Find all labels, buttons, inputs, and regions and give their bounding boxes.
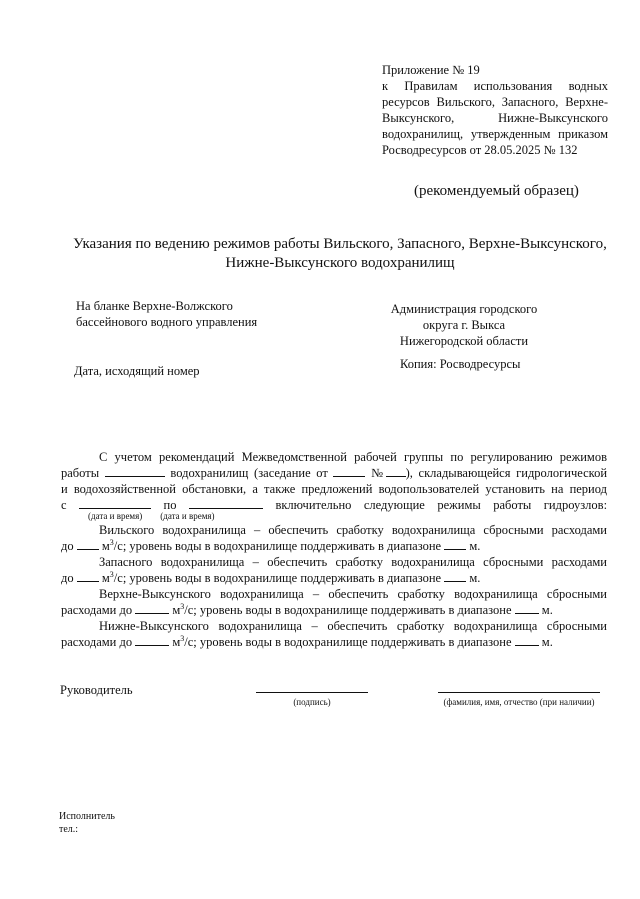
addressee-line: Администрация городского (390, 302, 538, 316)
appendix-line: Выксунского, Нижне-Выксунского (382, 111, 608, 125)
body-line: Запасного водохранилища – обеспечить сработку водохранилища сбросными расходами (99, 555, 607, 569)
executor-phone: тел.: (59, 824, 79, 835)
body-line: и водохозяйственной обстановки, а также предложений водопользователей установить на период (61, 482, 607, 496)
blank-reservoir[interactable] (105, 466, 165, 477)
body-line: расходами до $м^3/с$; уровень воды в водохранилище поддерживать в диапазоне м. (61, 601, 553, 617)
signature-caption: (подпись) (293, 697, 331, 707)
letterhead-line: бассейнового водного управления (76, 315, 258, 329)
body-line: Верхне-Выксунского водохранилища – обеспечить сработку водохранилища сбросными (99, 587, 607, 601)
blank-zap-discharge[interactable] (77, 571, 99, 582)
blank-vv-discharge[interactable] (135, 603, 169, 614)
blank-meeting-date[interactable] (333, 466, 365, 477)
body-line: до $м^3/с$; уровень воды в водохранилище поддерживать в диапазоне м. (61, 569, 481, 585)
blank-vil-level[interactable] (444, 539, 466, 550)
head-label: Руководитель (60, 683, 133, 697)
date-outgoing-number: Дата, исходящий номер (74, 364, 200, 378)
appendix-line: водохранилищ, утвержденным приказом (382, 127, 608, 141)
blank-meeting-number[interactable] (386, 466, 406, 477)
body-line: до $м^3/с$; уровень воды в водохранилище поддерживать в диапазоне м. (61, 537, 481, 553)
body-line: С учетом рекомендаций Межведомственной рабочей группы по регулированию режимов (99, 450, 607, 464)
document-title (40, 235, 640, 273)
executor-block (59, 810, 115, 836)
body-line: расходами до $м^3/с$; уровень воды в водохранилище поддерживать в диапазоне м. (61, 633, 553, 649)
caption-date-to: (дата и время) (160, 511, 215, 521)
appendix-line: Приложение № 19 (382, 63, 480, 77)
letterhead-note (76, 298, 257, 330)
addressee-line: Нижегородской области (399, 334, 529, 348)
appendix-line: Росводресурсов от 28.05.2025 № 132 (382, 143, 578, 157)
body-line: работы водохранилищ (заседание от № ), складывающейся гидрологической (61, 466, 608, 480)
copy-recipient: Копия: Росводресурсы (400, 357, 521, 371)
blank-nv-level[interactable] (515, 635, 539, 646)
instructions-body (61, 449, 607, 650)
appendix-header (382, 62, 608, 158)
blank-zap-level[interactable] (444, 571, 466, 582)
body-line: Нижне-Выксунского водохранилища – обеспечить сработку водохранилища сбросными (99, 619, 607, 633)
body-line: с по включительно следующие режимы работы гидроузлов: (61, 498, 608, 512)
title-line: Нижне-Выксунского водохранилищ (225, 255, 455, 271)
full-name-field[interactable] (438, 692, 600, 693)
recommended-sample-note: (рекомендуемый образец) (414, 183, 579, 199)
blank-period-from[interactable] (79, 498, 151, 509)
title-line: Указания по ведению режимов работы Вильского, Запасного, Верхне-Выксунского, (73, 236, 607, 252)
full-name-caption: (фамилия, имя, отчество (при наличии) (443, 697, 595, 707)
blank-vil-discharge[interactable] (77, 539, 99, 550)
body-line: Вильского водохранилища – обеспечить сработку водохранилища сбросными расходами (99, 523, 607, 537)
blank-vv-level[interactable] (515, 603, 539, 614)
letterhead-line: На бланке Верхне-Волжского (76, 299, 233, 313)
addressee-line: округа г. Выкса (422, 318, 506, 332)
executor-label: Исполнитель (59, 811, 115, 822)
appendix-line: ресурсов Вильского, Запасного, Верхне- (382, 95, 608, 109)
appendix-line: к Правилам использования водных (382, 79, 608, 93)
caption-date-from: (дата и время) (88, 511, 143, 521)
signature-field[interactable] (256, 692, 368, 693)
addressee (384, 301, 544, 349)
blank-period-to[interactable] (189, 498, 263, 509)
blank-nv-discharge[interactable] (135, 635, 169, 646)
